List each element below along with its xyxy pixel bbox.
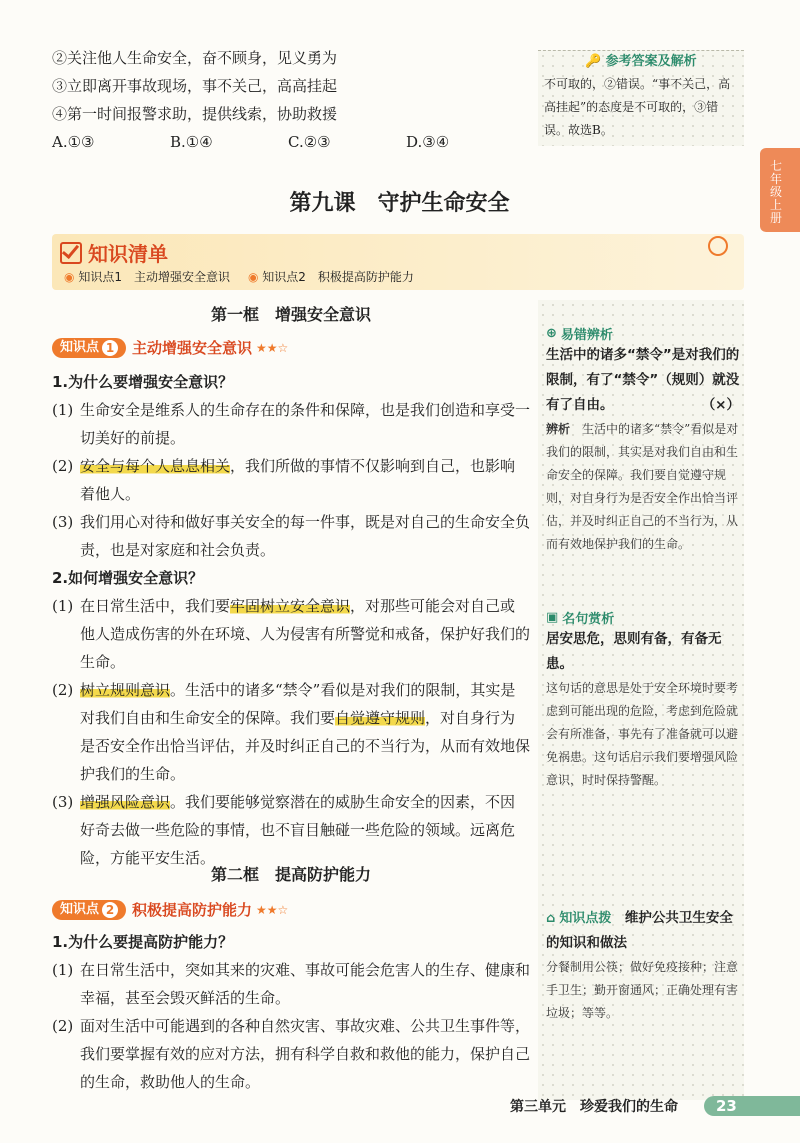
kp2-heading [52, 896, 530, 924]
list-item: (2) 树立规则意识。生活中的诸多“禁令”看似是对我们的限制，其实是对我们自由和生命安全的保障。我们要自觉遵守规则，对自身行为是否安全作出恰当评估，并及时纠正自己的不当行为，从而有效地保护我们的生命。 [52, 681, 531, 783]
list-item: (3) 我们用心对待和做好事关安全的每一件事，既是对自己的生命安全负责，也是对家庭和社会负责。 [52, 513, 531, 559]
choice-b: B.①④ [170, 133, 213, 151]
highlight: 牢固树立安全意识 [230, 597, 351, 615]
checkbox-icon [60, 242, 82, 264]
tips-icon: ⌂ [546, 911, 556, 926]
kp1-badge: 知识点 1 [52, 338, 126, 358]
side-box-tips [546, 906, 740, 1025]
choice-d: D.③④ [406, 133, 450, 151]
analysis: 辨析 生活中的诸多“禁令”看似是对我们的限制，其实是对我们自由和生命安全的保障。我们要自觉遵守规则，对自身行为是否安全作出恰当评估，并及时纠正自己的不当行为，从而有效地保护我们的生命。 [546, 422, 739, 551]
footer-unit: 第三单元 珍爱我们的生命 [510, 1099, 678, 1115]
question-1: 1.为什么要提高防护能力？ [52, 933, 234, 951]
knowledge-point-2: ◉ 知识点2 积极提高防护能力 [247, 270, 414, 284]
list-item: (1) 在日常生活中，我们要牢固树立安全意识，对那些可能会对自己或他人造成伤害的外在环境、人为侵害有所警觉和戒备，保护好我们的生命。 [52, 597, 531, 671]
grade-tab-text: 七年级上册 [770, 159, 783, 225]
frame2-title: 第二框 提高防护能力 [210, 865, 371, 884]
knowledge-title-row [60, 238, 168, 267]
answer-box [538, 50, 744, 146]
knowledge-title: 知识清单 [88, 242, 168, 266]
knowledge-points [64, 268, 414, 285]
magnifier-icon: ⊕ [546, 326, 557, 341]
book-icon: ▣ [546, 610, 559, 625]
side-box-quote [546, 608, 740, 792]
statement: 生活中的诸多“禁令”是对我们的限制，有了“禁令”（规则）就没有了自由。 （×） [546, 343, 740, 418]
page-number: 23 [716, 1097, 737, 1115]
kp1-title: 主动增强安全意识 [132, 339, 253, 357]
question-1: 1.为什么要增强安全意识？ [52, 373, 234, 391]
answer-title: 参考答案及解析 [605, 54, 697, 69]
lesson-title: 第九课 守护生命安全 [289, 191, 510, 216]
option-line: ②关注他人生命安全，奋不顾身，见义勇为 [52, 49, 338, 67]
tip-text: 分餐制用公筷；做好免疫接种；注意手卫生；勤开窗通风；正确处理有害垃圾；等等。 [546, 960, 739, 1020]
side-box-title: ⊕ 易错辨析 [546, 326, 613, 343]
side-box-title: ▣ 名句赏析 [546, 610, 615, 627]
kp2-title: 积极提高防护能力 [132, 901, 253, 919]
highlight: 自觉遵守规则 [335, 709, 426, 727]
kp2-badge: 知识点 2 [52, 900, 126, 920]
list-item: (1) 在日常生活中，突如其来的灾难、事故可能会危害人的生存、健康和幸福，甚至会毁灭鲜活的生命。 [52, 961, 531, 1007]
answer-title-row [544, 51, 738, 73]
tip-heading: ⌂ 知识点拨 维护公共卫生安全的知识和做法 [546, 906, 740, 956]
wrong-mark: （×） [701, 397, 740, 413]
top-question [52, 44, 530, 156]
pin-icon [708, 236, 728, 256]
frame1-title: 第一框 增强安全意识 [210, 305, 371, 324]
list-item: (2) 面对生活中可能遇到的各种自然灾害、事故灾难、公共卫生事件等，我们要掌握有效的应对方法，拥有科学自救和救他的能力，保护自己的生命，救助他人的生命。 [52, 1017, 531, 1091]
highlight: 树立规则意识 [80, 681, 171, 699]
option-line: ③立即离开事故现场，事不关己，高高挂起 [52, 77, 338, 95]
list-item: (3) 增强风险意识。我们要能够觉察潜在的威胁生命安全的因素，不因好奇去做一些危险的事情，也不盲目触碰一些危险的领域。远离危险，方能平安生活。 [52, 793, 516, 867]
question-2: 2.如何增强安全意识？ [52, 569, 204, 587]
key-icon: 🔑 [585, 54, 602, 69]
choice-c: C.②③ [288, 133, 331, 151]
option-line: ④第一时间报警求助，提供线索，协助救援 [52, 105, 338, 123]
highlight: 增强风险意识 [80, 793, 171, 811]
side-box-errors [546, 324, 740, 556]
kp1-heading [52, 334, 530, 362]
choice-a: A.①③ [52, 133, 95, 151]
rating-stars: ★★☆ [256, 341, 289, 355]
frame2-content [52, 896, 530, 1096]
choice-row [52, 128, 530, 156]
quote: 居安思危，思则有备，有备无患。 [546, 631, 722, 672]
knowledge-point-1: ◉ 知识点1 主动增强安全意识 [64, 270, 230, 284]
rating-stars: ★★☆ [256, 903, 289, 917]
frame1-content [52, 334, 530, 872]
highlight: 安全与每个人息息相关 [80, 457, 231, 475]
quote-explanation: 这句话的意思是处于安全环境时要考虑到可能出现的危险，考虑到危险就会有所准备，事先有了准备就可以避免祸患。这句话启示我们要增强风险意识，时时保持警醒。 [546, 681, 739, 787]
list-item: (2) 安全与每个人息息相关，我们所做的事情不仅影响到自己，也影响着他人。 [52, 457, 516, 503]
list-item: (1) 生命安全是维系人的生命存在的条件和保障，也是我们创造和享受一切美好的前提。 [52, 401, 531, 447]
answer-text: 不可取的，②错误。“事不关己，高高挂起”的态度是不可取的，③错误。故选B。 [544, 77, 731, 137]
